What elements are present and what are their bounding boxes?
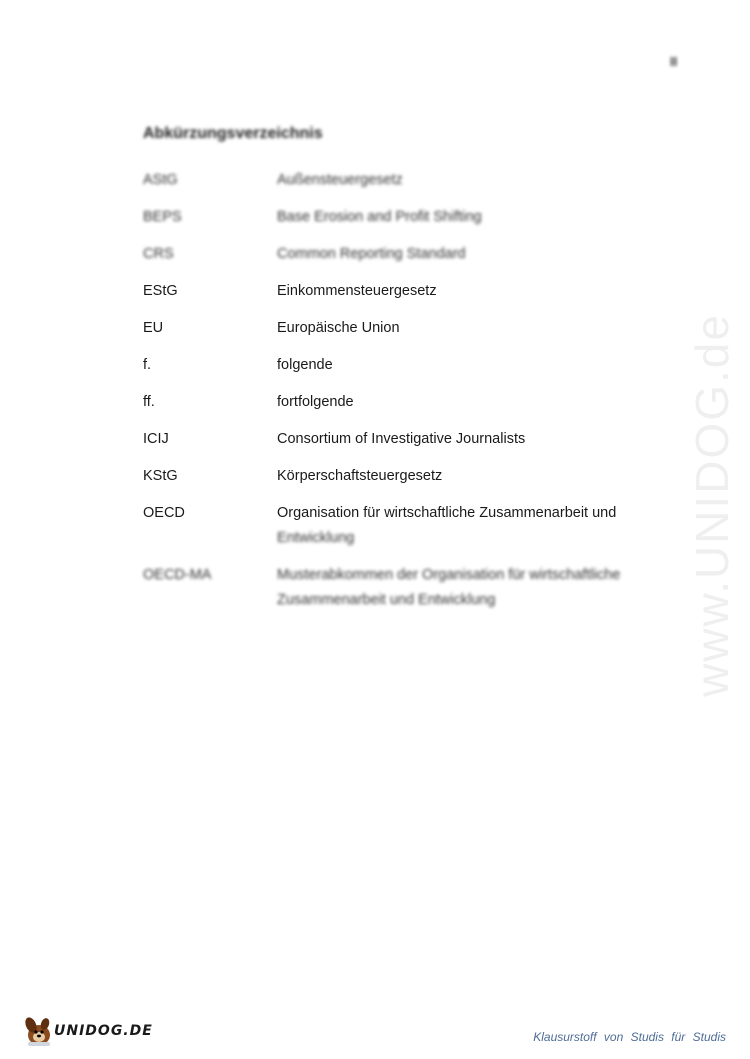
definition: Consortium of Investigative Journalists [277, 431, 526, 447]
footer-tagline: Klausurstoff von Studis für Studis [533, 1030, 726, 1044]
abbreviation: AStG [143, 172, 178, 188]
list-item [143, 205, 643, 230]
definition: Organisation für wirtschaftliche Zusammenarbeit und [277, 505, 617, 521]
definition: folgende [277, 357, 333, 373]
footer-logo[interactable] [22, 1013, 162, 1049]
abbreviation: OECD [143, 505, 185, 521]
dog-icon [22, 1013, 56, 1049]
list-item [143, 501, 643, 551]
abbreviation: KStG [143, 468, 178, 484]
abbreviation: f. [143, 357, 152, 373]
abbreviation: EStG [143, 283, 178, 299]
abbreviation: BEPS [143, 209, 182, 225]
definition: Europäische Union [277, 320, 400, 336]
list-item [143, 353, 643, 378]
page-number: II [670, 54, 678, 69]
list-item [143, 279, 643, 304]
definition: fortfolgende [277, 394, 354, 410]
definition: Außensteuergesetz [277, 172, 403, 188]
definition-continued: Zusammenarbeit und Entwicklung [277, 592, 496, 608]
abbreviation: ICIJ [143, 431, 169, 447]
definition-continued: Entwicklung [277, 530, 355, 546]
list-item [143, 427, 643, 452]
definition: Körperschaftsteuergesetz [277, 468, 443, 484]
abbreviation-list [143, 168, 643, 608]
list-item [143, 242, 643, 267]
definition: Musterabkommen der Organisation für wirtschaftliche [277, 567, 621, 583]
list-item [143, 464, 643, 489]
logo-text: UNIDOG.DE [54, 1023, 153, 1039]
watermark: www.UNIDOG.de [686, 313, 738, 697]
abbreviation: CRS [143, 246, 174, 262]
definition: Einkommensteuergesetz [277, 283, 437, 299]
list-item [143, 390, 643, 415]
list-item [143, 168, 643, 193]
abbreviation: EU [143, 320, 164, 336]
list-item [143, 563, 643, 613]
list-item [143, 316, 643, 341]
definition: Base Erosion and Profit Shifting [277, 209, 482, 225]
definition: Common Reporting Standard [277, 246, 466, 262]
page-title: Abkürzungsverzeichnis [143, 125, 323, 142]
abbreviation: ff. [143, 394, 155, 410]
abbreviation: OECD-MA [143, 567, 212, 583]
